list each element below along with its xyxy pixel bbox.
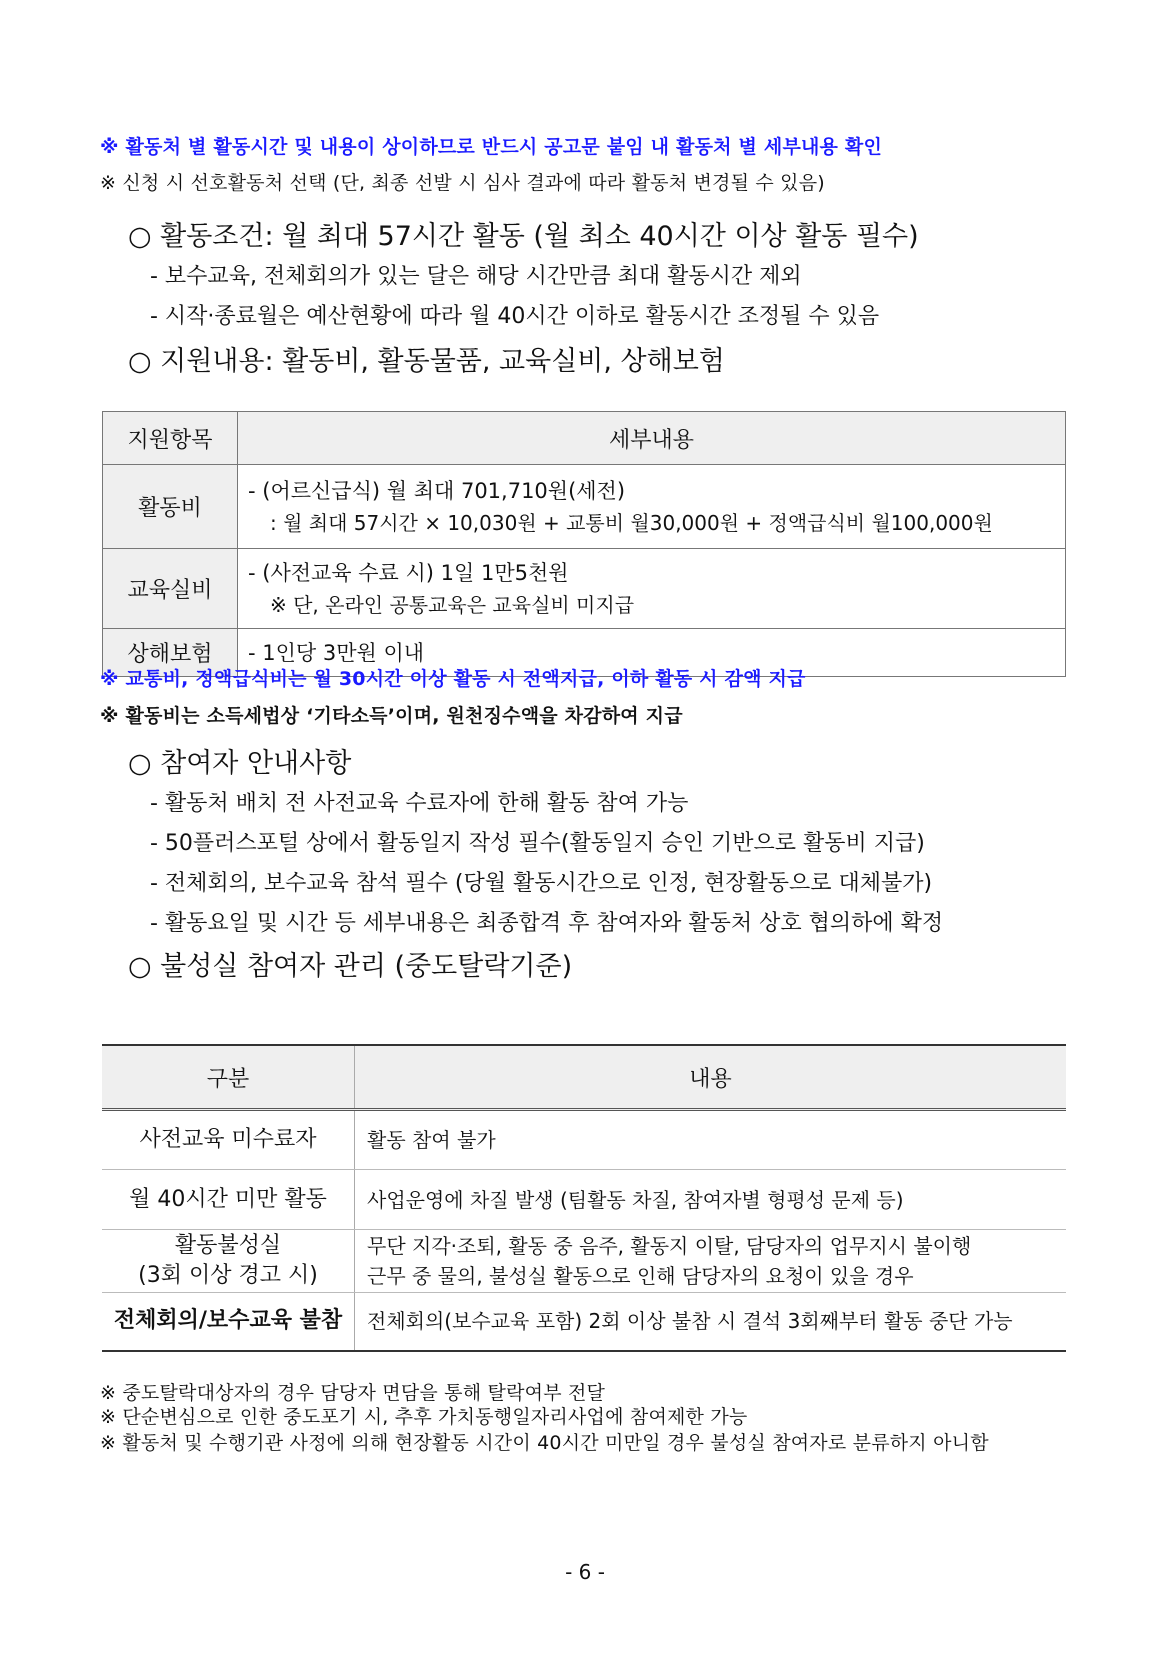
label-line: (3회 이상 경고 시) — [138, 1263, 318, 1288]
dropout-table — [102, 1044, 1066, 1352]
content-line: - (어르신급식) 월 최대 701,710원(세전) — [248, 478, 626, 503]
support-table — [102, 411, 1066, 677]
row-label: 월 40시간 미만 활동 — [102, 1170, 355, 1230]
row-label: 활동비 — [103, 465, 238, 549]
row-label: 상해보험 — [103, 629, 238, 677]
heading-dropout-criteria: ○ 불성실 참여자 관리 (중도탈락기준) — [128, 951, 573, 982]
content-line: 근무 중 물의, 불성실 활동으로 인해 담당자의 요청이 있을 경우 — [367, 1264, 914, 1288]
bullet-item: - 활동처 배치 전 사전교육 수료자에 한해 활동 참여 가능 — [150, 791, 689, 816]
content-line: : 월 최대 57시간 × 10,030원 + 교통비 월30,000원 + 정액급식비 월100,000원 — [270, 510, 993, 535]
content-line: ※ 단, 온라인 공통교육은 교육실비 미지급 — [270, 592, 635, 617]
bullet-item: - 활동요일 및 시간 등 세부내용은 최종합격 후 참여자와 활동처 상호 협의하에 확정 — [150, 911, 944, 936]
row-content — [238, 465, 1066, 549]
bullet-item: - 50플러스포털 상에서 활동일지 작성 필수(활동일지 승인 기반으로 활동비 지급) — [150, 831, 925, 856]
notice-activity-details: ※ 활동처 별 활동시간 및 내용이 상이하므로 반드시 공고문 붙임 내 활동처 별 세부내용 확인 — [100, 136, 883, 158]
row-content — [238, 549, 1066, 629]
notice-preferred-site: ※ 신청 시 선호활동처 선택 (단, 최종 선발 시 심사 결과에 따라 활동처 변경될 수 있음) — [100, 172, 825, 194]
column-header: 구분 — [102, 1045, 355, 1110]
bullet-item: - 보수교육, 전체회의가 있는 달은 해당 시간만큼 최대 활동시간 제외 — [150, 264, 802, 289]
column-header: 지원항목 — [103, 412, 238, 465]
row-label — [102, 1230, 355, 1293]
row-content: 전체회의(보수교육 포함) 2회 이상 불참 시 결석 3회째부터 활동 중단 가능 — [355, 1293, 1067, 1351]
row-content — [355, 1230, 1067, 1293]
page-number: - 6 - — [565, 1560, 605, 1584]
label-line: 활동불성실 — [174, 1233, 282, 1258]
dropout-note: ※ 단순변심으로 인한 중도포기 시, 추후 가치동행일자리사업에 참여제한 가능 — [100, 1406, 748, 1428]
table-header-row — [103, 412, 1066, 465]
notice-income-tax: ※ 활동비는 소득세법상 ‘기타소득’이며, 원천징수액을 차감하여 지급 — [100, 705, 683, 727]
row-content: 사업운영에 차질 발생 (팀활동 차질, 참여자별 형평성 문제 등) — [355, 1170, 1067, 1230]
dropout-note: ※ 활동처 및 수행기관 사정에 의해 현장활동 시간이 40시간 미만일 경우 불성실 참여자로 분류하지 아니함 — [100, 1432, 989, 1454]
bullet-item: - 전체회의, 보수교육 참석 필수 (당월 활동시간으로 인정, 현장활동으로 대체불가) — [150, 871, 933, 896]
heading-support-contents: ○ 지원내용: 활동비, 활동물품, 교육실비, 상해보험 — [128, 346, 725, 377]
table-row — [103, 465, 1066, 549]
dropout-note: ※ 중도탈락대상자의 경우 담당자 면담을 통해 탈락여부 전달 — [100, 1382, 606, 1404]
bullet-item: - 시작·종료월은 예산현황에 따라 월 40시간 이하로 활동시간 조정될 수 있음 — [150, 304, 880, 329]
table-row — [103, 549, 1066, 629]
heading-participant-guide: ○ 참여자 안내사항 — [128, 748, 352, 779]
table-header-row — [102, 1045, 1066, 1110]
table-row — [102, 1170, 1066, 1230]
content-line: - 1인당 3만원 이내 — [248, 640, 425, 665]
row-label: 전체회의/보수교육 불참 — [102, 1293, 355, 1351]
table-row — [102, 1110, 1066, 1170]
table-row — [102, 1293, 1066, 1351]
table-row — [102, 1230, 1066, 1293]
content-line: - (사전교육 수료 시) 1일 1만5천원 — [248, 560, 569, 585]
notice-transport-meal: ※ 교통비, 정액급식비는 월 30시간 이상 활동 시 전액지급, 이하 활동 시 감액 지급 — [100, 668, 806, 690]
content-line: 무단 지각·조퇴, 활동 중 음주, 활동지 이탈, 담당자의 업무지시 불이행 — [367, 1234, 972, 1258]
row-content: 활동 참여 불가 — [355, 1110, 1067, 1170]
column-header: 내용 — [355, 1045, 1067, 1110]
heading-activity-conditions: ○ 활동조건: 월 최대 57시간 활동 (월 최소 40시간 이상 활동 필수) — [128, 221, 919, 252]
row-label: 교육실비 — [103, 549, 238, 629]
column-header: 세부내용 — [238, 412, 1066, 465]
row-label: 사전교육 미수료자 — [102, 1110, 355, 1170]
